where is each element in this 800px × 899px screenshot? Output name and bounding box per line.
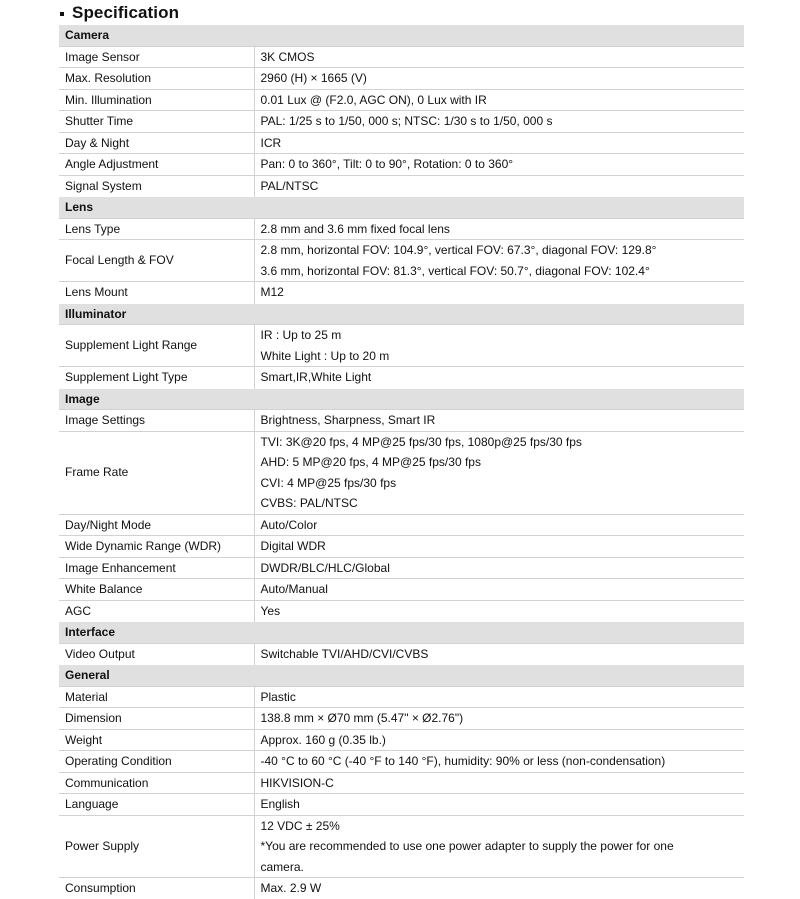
page-title: Specification	[72, 3, 180, 22]
spec-value-line: -40 °C to 60 °C (-40 °F to 140 °F), humidity: 90% or less (non-condensation)	[260, 754, 666, 768]
bullet-icon	[60, 12, 64, 16]
spec-row	[59, 600, 744, 622]
spec-label: Day & Night	[59, 132, 254, 154]
spec-value-line: IR : Up to 25 m	[260, 328, 342, 342]
spec-value	[254, 772, 744, 794]
spec-value	[254, 410, 744, 432]
spec-value	[254, 154, 744, 176]
spec-label: Material	[59, 686, 254, 708]
spec-value	[254, 815, 744, 878]
section-header	[59, 388, 744, 410]
spec-label: Day/Night Mode	[59, 514, 254, 536]
spec-value-line: Digital WDR	[260, 539, 326, 553]
section-header	[59, 665, 744, 687]
spec-row	[59, 89, 744, 111]
spec-value-line: Switchable TVI/AHD/CVI/CVBS	[260, 646, 429, 661]
spec-row	[59, 751, 744, 773]
spec-row	[59, 218, 744, 240]
spec-value	[254, 46, 744, 68]
spec-value-line: DWDR/BLC/HLC/Global	[260, 560, 390, 575]
spec-row	[59, 643, 744, 665]
spec-value	[254, 68, 744, 90]
spec-label: Min. Illumination	[59, 89, 254, 111]
spec-value-line: 2.8 mm and 3.6 mm fixed focal lens	[260, 221, 450, 236]
spec-value	[254, 794, 744, 816]
spec-value	[254, 89, 744, 111]
spec-label: Weight	[59, 729, 254, 751]
spec-label: Consumption	[59, 878, 254, 899]
spec-row	[59, 794, 744, 816]
spec-label: Lens Type	[59, 218, 254, 240]
spec-value-line: CVI: 4 MP@25 fps/30 fps	[260, 475, 397, 490]
spec-label: Focal Length & FOV	[59, 240, 254, 282]
spec-label: Dimension	[59, 708, 254, 730]
spec-label: AGC	[59, 600, 254, 622]
spec-value-line: Approx. 160 g (0.35 lb.)	[260, 732, 386, 747]
spec-row	[59, 175, 744, 197]
spec-row	[59, 557, 744, 579]
section-title: Interface	[59, 622, 744, 644]
spec-label: Angle Adjustment	[59, 154, 254, 176]
spec-value-line: ICR	[260, 135, 282, 150]
spec-value-line: M12	[260, 285, 284, 299]
spec-label: Language	[59, 794, 254, 816]
spec-value-line: PAL/NTSC	[260, 178, 319, 193]
spec-label: Lens Mount	[59, 282, 254, 304]
spec-value-line: *You are recommended to use one power adapter to supply the power for one	[260, 839, 674, 853]
spec-label: Video Output	[59, 643, 254, 665]
spec-value	[254, 686, 744, 708]
spec-value-line: Auto/Color	[260, 517, 318, 532]
spec-value-line: PAL: 1/25 s to 1/50, 000 s; NTSC: 1/30 s to 1/50, 000 s	[260, 114, 553, 128]
spec-heading	[60, 2, 179, 24]
spec-value-line: 2.8 mm, horizontal FOV: 104.9°, vertical FOV: 67.3°, diagonal FOV: 129.8°	[260, 243, 657, 257]
section-title: Illuminator	[59, 303, 744, 325]
spec-label: Image Sensor	[59, 46, 254, 68]
section-title: General	[59, 665, 744, 687]
spec-row	[59, 325, 744, 367]
spec-row	[59, 878, 744, 899]
spec-value	[254, 729, 744, 751]
spec-value-line: English	[260, 797, 300, 811]
spec-row	[59, 514, 744, 536]
spec-row	[59, 46, 744, 68]
spec-label: Communication	[59, 772, 254, 794]
spec-value	[254, 132, 744, 154]
spec-label: Signal System	[59, 175, 254, 197]
spec-value-line: Plastic	[260, 689, 296, 704]
spec-value-line: Pan: 0 to 360°, Tilt: 0 to 90°, Rotation: 0 to 360°	[260, 157, 514, 171]
spec-value	[254, 536, 744, 558]
spec-value	[254, 878, 744, 899]
spec-label: Frame Rate	[59, 431, 254, 514]
spec-label: Supplement Light Range	[59, 325, 254, 367]
spec-value	[254, 579, 744, 601]
spec-row	[59, 367, 744, 389]
spec-row	[59, 410, 744, 432]
section-title: Image	[59, 388, 744, 410]
spec-value	[254, 240, 744, 282]
spec-value-line: 2960 (H) × 1665 (V)	[260, 71, 367, 85]
spec-row	[59, 240, 744, 282]
spec-row	[59, 686, 744, 708]
spec-label: Supplement Light Type	[59, 367, 254, 389]
spec-value-line: camera.	[260, 859, 304, 874]
spec-value-line: AHD: 5 MP@20 fps, 4 MP@25 fps/30 fps	[260, 455, 481, 469]
spec-label: Power Supply	[59, 815, 254, 878]
spec-row	[59, 815, 744, 878]
spec-row	[59, 708, 744, 730]
spec-label: Image Enhancement	[59, 557, 254, 579]
section-title: Lens	[59, 197, 744, 219]
spec-row	[59, 68, 744, 90]
spec-row	[59, 729, 744, 751]
spec-table-body	[59, 25, 744, 899]
section-title: Camera	[59, 25, 744, 47]
spec-value-line: 138.8 mm × Ø70 mm (5.47" × Ø2.76")	[260, 711, 464, 725]
spec-value-line: Yes	[260, 603, 281, 618]
spec-value	[254, 708, 744, 730]
spec-label: Wide Dynamic Range (WDR)	[59, 536, 254, 558]
spec-row	[59, 431, 744, 514]
spec-table	[59, 24, 744, 899]
spec-value-line: 12 VDC ± 25%	[260, 818, 340, 833]
spec-label: Operating Condition	[59, 751, 254, 773]
spec-value	[254, 367, 744, 389]
spec-value-line: HIKVISION-C	[260, 775, 334, 790]
spec-value	[254, 431, 744, 514]
spec-label: Max. Resolution	[59, 68, 254, 90]
spec-value-line: 3.6 mm, horizontal FOV: 81.3°, vertical FOV: 50.7°, diagonal FOV: 102.4°	[260, 263, 650, 278]
spec-value	[254, 600, 744, 622]
spec-row	[59, 154, 744, 176]
spec-row	[59, 772, 744, 794]
spec-value-line: Auto/Manual	[260, 582, 328, 596]
spec-value	[254, 111, 744, 133]
spec-value-line: TVI: 3K@20 fps, 4 MP@25 fps/30 fps, 1080p@25 fps/30 fps	[260, 434, 582, 449]
section-header	[59, 303, 744, 325]
spec-row	[59, 579, 744, 601]
spec-value	[254, 557, 744, 579]
spec-value	[254, 514, 744, 536]
spec-value-line: Smart,IR,White Light	[260, 370, 372, 384]
section-header	[59, 25, 744, 47]
section-header	[59, 622, 744, 644]
spec-row	[59, 536, 744, 558]
spec-row	[59, 111, 744, 133]
spec-value-line: 3K CMOS	[260, 49, 315, 64]
spec-value	[254, 325, 744, 367]
spec-value-line: CVBS: PAL/NTSC	[260, 496, 358, 510]
section-header	[59, 197, 744, 219]
spec-value	[254, 175, 744, 197]
spec-value	[254, 282, 744, 304]
spec-value-line: 0.01 Lux @ (F2.0, AGC ON), 0 Lux with IR	[260, 92, 487, 107]
spec-label: White Balance	[59, 579, 254, 601]
spec-row	[59, 132, 744, 154]
spec-value-line: White Light : Up to 20 m	[260, 348, 390, 363]
spec-label: Shutter Time	[59, 111, 254, 133]
spec-label: Image Settings	[59, 410, 254, 432]
spec-value-line: Brightness, Sharpness, Smart IR	[260, 413, 436, 427]
spec-value	[254, 751, 744, 773]
spec-value	[254, 218, 744, 240]
spec-row	[59, 282, 744, 304]
spec-value	[254, 643, 744, 665]
spec-value-line: Max. 2.9 W	[260, 881, 322, 895]
